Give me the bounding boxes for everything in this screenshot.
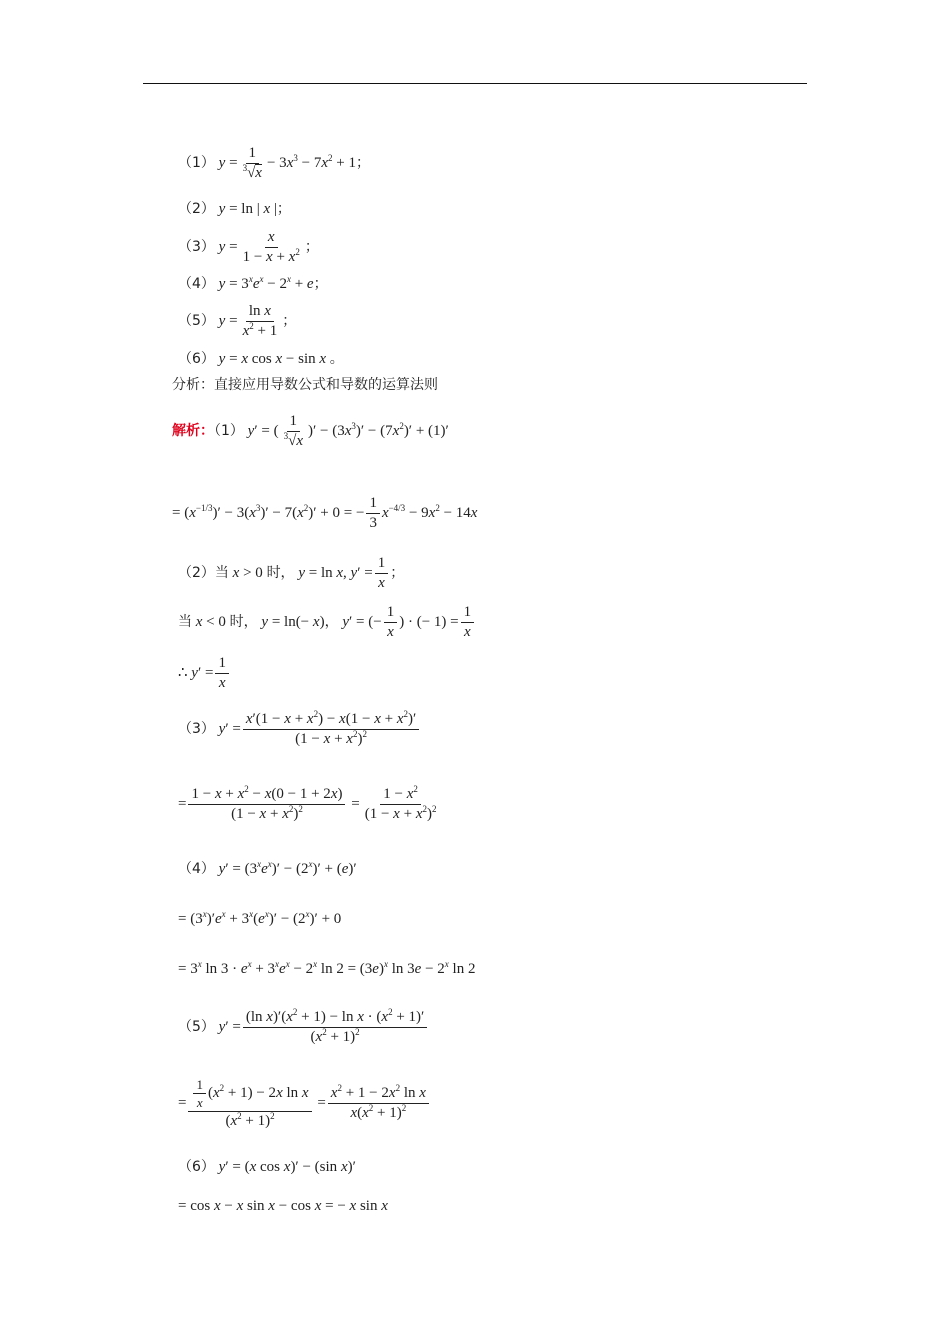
analysis-text: 分析：直接应用导数公式和导数的运算法则: [172, 377, 438, 393]
solution-step-12: = $\frac{1}{x}$ $(x^2 + 1) - 2x$ ln x $(x^2 + 1)^2$ = $\frac{x^2 + 1 - 2x^2 \ln x}{x(x^2 + 1)^2}$: [178, 1078, 431, 1129]
problem-line-1: （1） y = $\frac{1}{^3√x}$ − $3x^3 - 7x^2 + 1$；: [178, 145, 370, 181]
solution-step-13: （6） y′ = (x cos x)′ − (sin x)′: [178, 1159, 356, 1175]
solution-step-4: 当 x < 0 时， y = ln(− x)， y′ = (− $\frac{1}{x}$ ) · (− 1) = $\frac{1}{x}$: [178, 605, 476, 640]
solution-step-14: = cos x − x sin x − cos x = − x sin x: [178, 1198, 388, 1214]
solution-step-11: （5） y′ = $\frac{(\ln x)'(x^2 + 1) - \ln x \cdot (x^2 + 1)'}{(x^2 + 1)^2}$: [178, 1010, 429, 1045]
header-rule: [143, 83, 807, 84]
solution-step-9: = $(3^x)'e^x + 3^x(e^x)' - (2^x)' + 0$: [178, 909, 342, 927]
solution-step-1: 解析：（1） y′ = ( $\frac{1}{^3√x}$ )′ − $(3x^3)' - (7x^2)' + (1)'$: [172, 413, 449, 449]
solution-step-8: （4） $y' = (3^xe^x)' - (2^x)' + (e)'$: [178, 859, 357, 877]
solution-step-10: = $3^x$ $\ln 3 \cdot e^x + 3^xe^x - 2^x$ $\ln 2 = (3e)^x$ $\ln 3e - 2^x$ ln 2: [178, 959, 476, 977]
solution-step-3: （2）当 x > 0 时， y = ln x, y′ = $\frac{1}{x}$ ；: [178, 555, 405, 591]
problem-line-3: （3） y = $\frac{x}{1 - x + x^2}$ ；: [178, 229, 319, 265]
problem-line-6: （6） y = x cos x − sin x 。: [178, 351, 344, 367]
solution-step-5: ∴ y′ = $\frac{1}{x}$: [178, 656, 231, 691]
solution-label: 解析：: [172, 422, 214, 439]
solution-step-6: （3） y′ = $\frac{x'(1 - x + x^2) - x(1 - x + x^2)'}{(1 - x + x^2)^2}$: [178, 712, 421, 747]
problem-line-4: （4） $y = 3^xe^x - 2^x + e$；: [178, 274, 328, 292]
solution-step-2: = $(x^{-1/3})' - 3(x^3)' - 7(x^2)' + 0$ = − $\frac{1}{3}$ $x^{-4/3} - 9x^2 - 14x$: [172, 495, 478, 531]
problem-line-5: （5） y = $\frac{\text{ln x}}{x^2 + 1}$ ；: [178, 303, 297, 339]
solution-step-7: = $\frac{1 - x + x^2 - x(0 - 1 + 2x)}{(1 - x + x^2)^2}$ = $\frac{1 - x^2}{(1 - x + x^2)^2}$: [178, 784, 437, 822]
problem-line-2: （2） y = ln | x |；: [178, 201, 291, 217]
